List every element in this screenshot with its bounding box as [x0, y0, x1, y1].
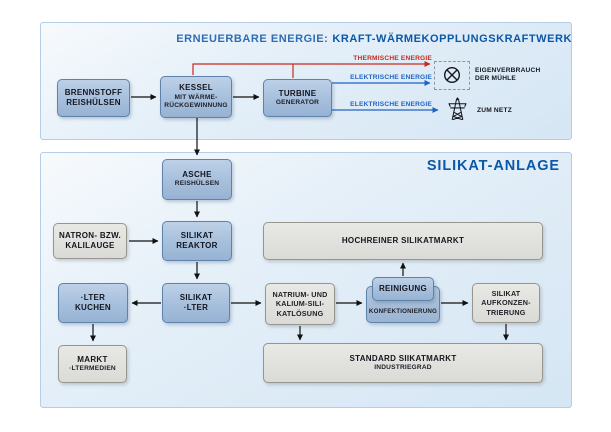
- kwk-title: [176, 33, 572, 45]
- mill-icon: [443, 66, 461, 89]
- box-line: KATLÖSUNG: [276, 308, 324, 318]
- box-line: BRENNSTOFF: [64, 87, 123, 97]
- box-silikat-filter: [162, 283, 230, 323]
- box-turbine-generator: [263, 79, 332, 117]
- box-line: KONFEKTIONIERUNG: [368, 307, 438, 315]
- box-line: AUFKONZEN-: [481, 298, 531, 308]
- box-line: KALILAUGE: [65, 241, 115, 250]
- box-line: RÜCKGEWINNUNG: [164, 102, 228, 110]
- box-line: SILIKAT: [179, 292, 213, 302]
- box-line: ·LTER: [183, 303, 209, 312]
- grid-consumer-label: ZUM NETZ: [477, 107, 512, 114]
- box-line: KALIUM-SILI-: [275, 299, 325, 309]
- thermal-energy-label: THERMISCHE ENERGIE: [353, 55, 432, 62]
- box-asche-reishuelsen: [162, 159, 232, 200]
- box-line: REISHÜLSEN: [66, 98, 121, 107]
- box-line: ASCHE: [182, 170, 212, 180]
- mill-consumer-line2: DER MÜHLE: [475, 74, 516, 82]
- box-natron-kalilauge: [53, 223, 127, 259]
- box-filterkuchen: [58, 283, 128, 323]
- box-line: TRIERUNG: [486, 307, 526, 317]
- box-line: INDUSTRIEGRAD: [374, 363, 432, 371]
- box-line: HOCHREINER SILIKATMARKT: [341, 235, 465, 245]
- box-standard-silikatmarkt: [263, 343, 543, 383]
- box-line: MARKT: [77, 354, 108, 364]
- mill-consumer-line1: EIGENVERBRAUCH: [475, 67, 541, 74]
- kwk-title-prefix: ERNEUERBARE ENERGIE:: [176, 33, 329, 45]
- box-natrium-kalium-silikatloesung: [265, 283, 335, 325]
- mill-consumer-label: [475, 67, 540, 83]
- box-line: STANDARD SIIKATMARKT: [349, 353, 457, 363]
- box-line: ·LTERMEDIEN: [69, 364, 116, 372]
- box-line: REINIGUNG: [378, 283, 428, 293]
- box-silikat-reaktor: [162, 221, 232, 261]
- box-line: NATRIUM- UND: [272, 289, 328, 299]
- box-markt-filtermedien: [58, 345, 127, 383]
- box-brennstoff-reishuelsen: [57, 79, 130, 117]
- box-hochreiner-silikatmarkt: [263, 222, 543, 260]
- box-line: SILIKAT: [180, 230, 214, 240]
- box-line: MIT WÄRME-: [174, 93, 218, 101]
- box-line: TURBINE: [278, 88, 317, 98]
- box-line: NATRON- BZW.: [58, 230, 122, 240]
- box-reinigung: [372, 277, 434, 301]
- electric-energy-label-grid: ELEKTRISCHE ENERGIE: [350, 101, 432, 108]
- box-line: REAKTOR: [176, 241, 218, 250]
- silikat-title: SILIKAT-ANLAGE: [426, 158, 560, 174]
- box-line: KESSEL: [179, 83, 213, 93]
- box-line: REISHÜLSEN: [174, 180, 220, 188]
- power-tower-icon: [447, 97, 468, 126]
- electric-energy-label-mill: ELEKTRISCHE ENERGIE: [350, 74, 432, 81]
- box-kessel: [160, 76, 232, 118]
- box-line: GENERATOR: [275, 98, 320, 106]
- box-line: ·LTER: [80, 292, 106, 302]
- box-line: KUCHEN: [74, 303, 112, 312]
- kwk-title-main: KRAFT-WÄRMEKOPPLUNGSKRAFTWERK: [332, 33, 572, 45]
- box-line: SILIKAT: [491, 288, 521, 298]
- box-silikat-aufkonzentrierung: [472, 283, 540, 323]
